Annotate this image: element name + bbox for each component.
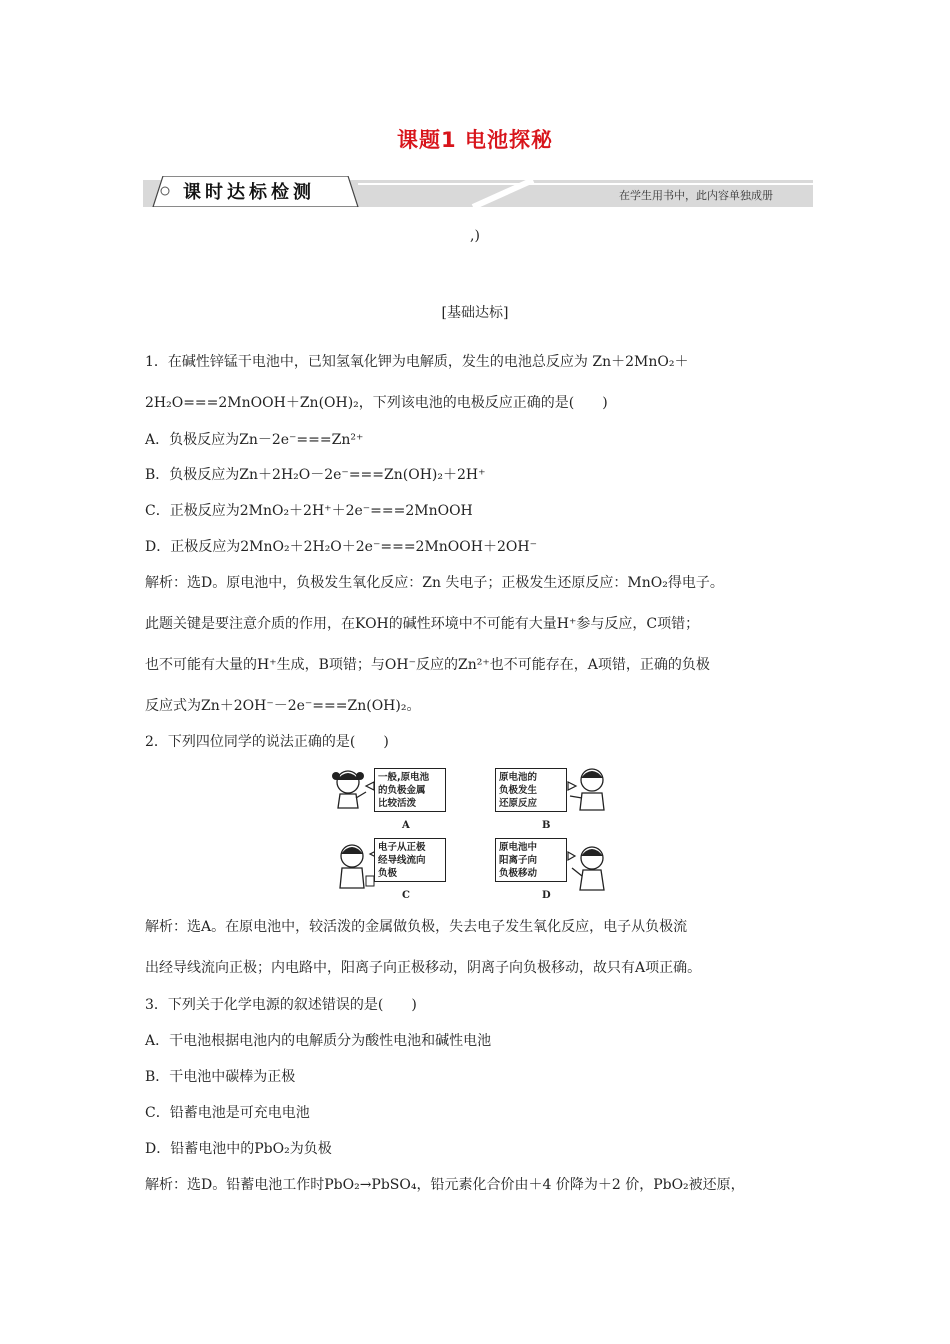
- q3-option-d: D．铅蓄电池中的PbO₂为负极: [145, 1141, 332, 1157]
- q3-analysis-line1: 解析：选D。铅蓄电池工作时PbO₂→PbSO₄，铅元素化合价由＋4 价降为＋2 价，PbO₂被还原，: [145, 1177, 745, 1193]
- q1-option-c: C．正极反应为2MnO₂＋2H⁺＋2e⁻===2MnOOH: [145, 503, 473, 519]
- q1-analysis-line1: 解析：选D。原电池中，负极发生氧化反应：Zn 失电子；正极发生还原反应：MnO₂得电子。: [145, 575, 724, 591]
- q1-analysis-line4: 反应式为Zn＋2OH⁻－2e⁻===Zn(OH)₂。: [145, 698, 421, 714]
- q2-analysis-line1: 解析：选A。在原电池中，较活泼的金属做负极，失去电子发生氧化反应，电子从负极流: [145, 919, 688, 935]
- page-title: 课题1 电池探秘: [397, 128, 553, 152]
- bubble-c: 电子从正极 经导线流向 负极: [374, 838, 446, 882]
- q2-figure: [330, 764, 620, 904]
- q1-option-b: B．负极反应为Zn＋2H₂O－2e⁻===Zn(OH)₂＋2H⁺: [145, 467, 486, 483]
- q3-option-c: C．铅蓄电池是可充电电池: [145, 1105, 310, 1121]
- q1-option-a: A．负极反应为Zn－2e⁻===Zn²⁺: [145, 432, 364, 448]
- banner-note: 在学生用书中，此内容单独成册: [619, 189, 773, 202]
- q1-analysis-line2: 此题关键是要注意介质的作用，在KOH的碱性环境中不可能有大量H⁺参与反应，C项错；: [145, 616, 700, 632]
- student-d-figure: [572, 847, 604, 890]
- bubble-a: 一般,原电池 的负极金属 比较活泼: [374, 768, 446, 812]
- q1-option-d: D．正极反应为2MnO₂＋2H₂O＋2e⁻===2MnOOH＋2OH⁻: [145, 539, 537, 555]
- figure-label-c: C: [402, 890, 410, 901]
- q2-stem: 2．下列四位同学的说法正确的是( ): [145, 734, 389, 750]
- q1-stem-line1: 1．在碱性锌锰干电池中，已知氢氧化钾为电解质，发生的电池总反应为 Zn＋2MnO₂＋: [145, 354, 689, 370]
- student-a-figure: [332, 771, 366, 808]
- q3-stem: 3．下列关于化学电源的叙述错误的是( ): [145, 997, 417, 1013]
- bubble-b: 原电池的 负极发生 还原反应: [495, 768, 567, 812]
- student-c-figure: [340, 845, 374, 888]
- figure-label-b: B: [542, 820, 551, 831]
- q2-analysis-line2: 出经导线流向正极；内电路中，阳离子向正极移动，阴离子向负极移动，故只有A项正确。: [145, 960, 702, 976]
- q1-stem-line2: 2H₂O===2MnOOH＋Zn(OH)₂，下列该电池的电极反应正确的是( ): [145, 395, 608, 411]
- section-banner: [143, 176, 813, 207]
- bubble-d: 原电池中 阳离子向 负极移动: [495, 838, 567, 882]
- figure-label-d: D: [542, 890, 551, 901]
- q3-option-a: A．干电池根据电池内的电解质分为酸性电池和碱性电池: [145, 1033, 492, 1049]
- figure-label-a: A: [402, 820, 410, 831]
- q3-option-b: B．干电池中碳棒为正极: [145, 1069, 296, 1085]
- banner-label: 课时达标检测: [183, 182, 315, 203]
- stray-mark: ,): [470, 228, 480, 244]
- section-heading: [基础达标]: [441, 305, 509, 321]
- q1-analysis-line3: 也不可能有大量的H⁺生成，B项错；与OH⁻反应的Zn²⁺也不可能存在，A项错，正确的负极: [145, 657, 710, 673]
- student-b-figure: [570, 769, 604, 810]
